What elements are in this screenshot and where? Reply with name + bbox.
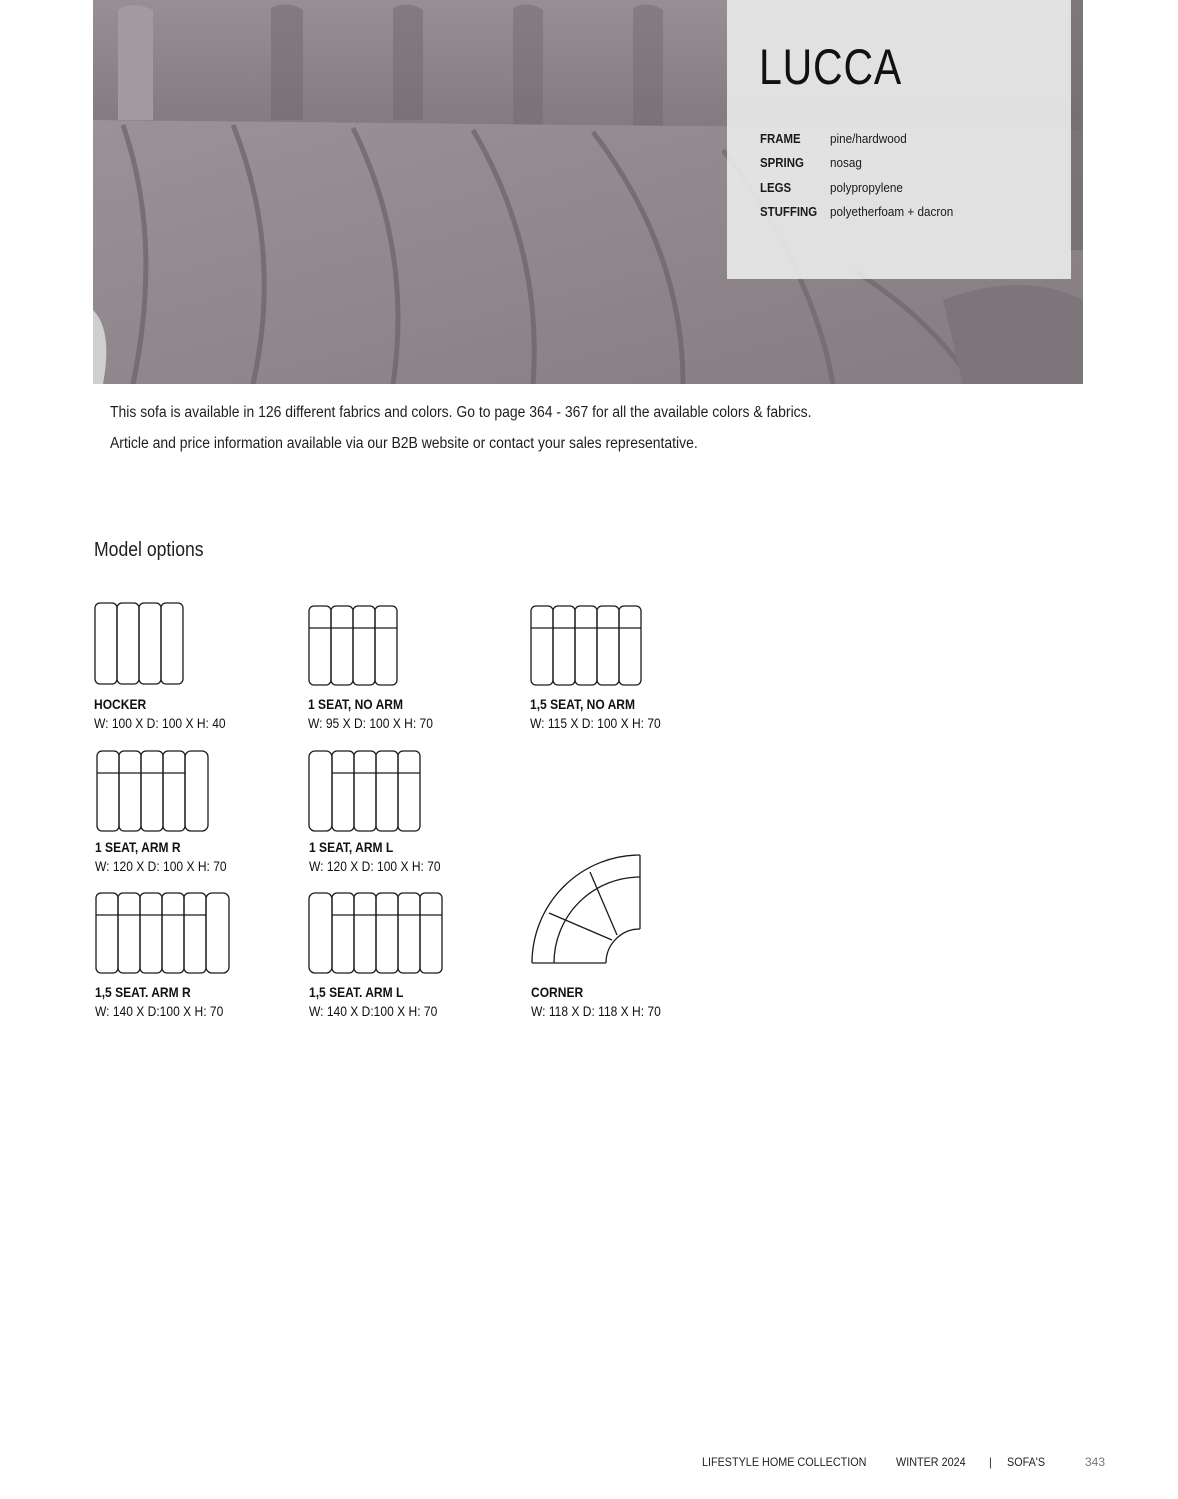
seat-module-icon [95,892,233,976]
option-1-5-seat-arm-l [308,892,446,1019]
spec-value: polyetherfoam + dacron [830,204,954,220]
option-corner [530,853,661,1019]
option-name: HOCKER [94,696,147,712]
option-1-seat-no-arm [308,605,433,731]
spec-list [760,126,967,224]
spec-value: nosag [830,155,862,171]
intro-line-pricing: Article and price information available via our B2B website or contact your sales representative. [110,435,698,452]
page-number: 343 [1085,1455,1106,1469]
spec-value: polypropylene [830,179,903,195]
option-dims: W: 140 X D:100 X H: 70 [309,1003,438,1019]
option-name: 1 SEAT, ARM R [95,839,181,855]
seat-module-icon [308,605,400,687]
option-name: 1,5 SEAT, NO ARM [530,696,636,712]
option-dims: W: 140 X D:100 X H: 70 [95,1003,224,1019]
page-footer [702,1455,1050,1469]
spec-row-stuffing [760,200,967,225]
option-name: CORNER [531,984,584,1000]
option-1-5-seat-no-arm [530,605,661,731]
spec-label: LEGS [760,179,792,195]
spec-row-spring [760,151,967,176]
spec-label: SPRING [760,155,804,171]
spec-row-frame [760,126,967,151]
hocker-icon [94,602,186,686]
option-1-seat-arm-r [95,750,227,874]
spec-panel [727,0,1071,279]
spec-value: pine/hardwood [830,130,907,146]
option-name: 1 SEAT, NO ARM [308,696,404,712]
option-dims: W: 118 X D: 118 X H: 70 [531,1003,661,1019]
option-dims: W: 95 X D: 100 X H: 70 [308,715,433,731]
spec-label: FRAME [760,130,801,146]
footer-season: WINTER 2024 [896,1455,966,1469]
option-name: 1,5 SEAT. ARM R [95,984,191,1000]
option-dims: W: 120 X D: 100 X H: 70 [309,858,441,874]
intro-text [110,402,889,464]
option-dims: W: 100 X D: 100 X H: 40 [94,715,226,731]
option-dims: W: 115 X D: 100 X H: 70 [530,715,661,731]
footer-collection: LIFESTYLE HOME COLLECTION [702,1455,867,1469]
model-options-title: Model options [94,539,204,561]
hero-photo [93,0,1083,384]
option-hocker [94,602,226,731]
option-name: 1 SEAT, ARM L [309,839,394,855]
corner-module-icon [530,853,642,965]
seat-module-icon [308,750,424,834]
spec-row-legs [760,175,967,200]
option-name: 1,5 SEAT. ARM L [309,984,404,1000]
seat-module-icon [308,892,446,976]
option-1-seat-arm-l [308,750,441,874]
intro-line-fabrics: This sofa is available in 126 different fabrics and colors. Go to page 364 - 367 for all the available colors & fabrics. [110,404,812,421]
seat-module-icon [96,750,212,834]
footer-category: SOFA'S [1007,1455,1046,1469]
spec-label: STUFFING [760,204,818,220]
seat-module-icon [530,605,644,687]
option-dims: W: 120 X D: 100 X H: 70 [95,858,227,874]
footer-separator: | [988,1455,992,1469]
product-title: LUCCA [759,39,903,95]
option-1-5-seat-arm-r [95,892,233,1019]
